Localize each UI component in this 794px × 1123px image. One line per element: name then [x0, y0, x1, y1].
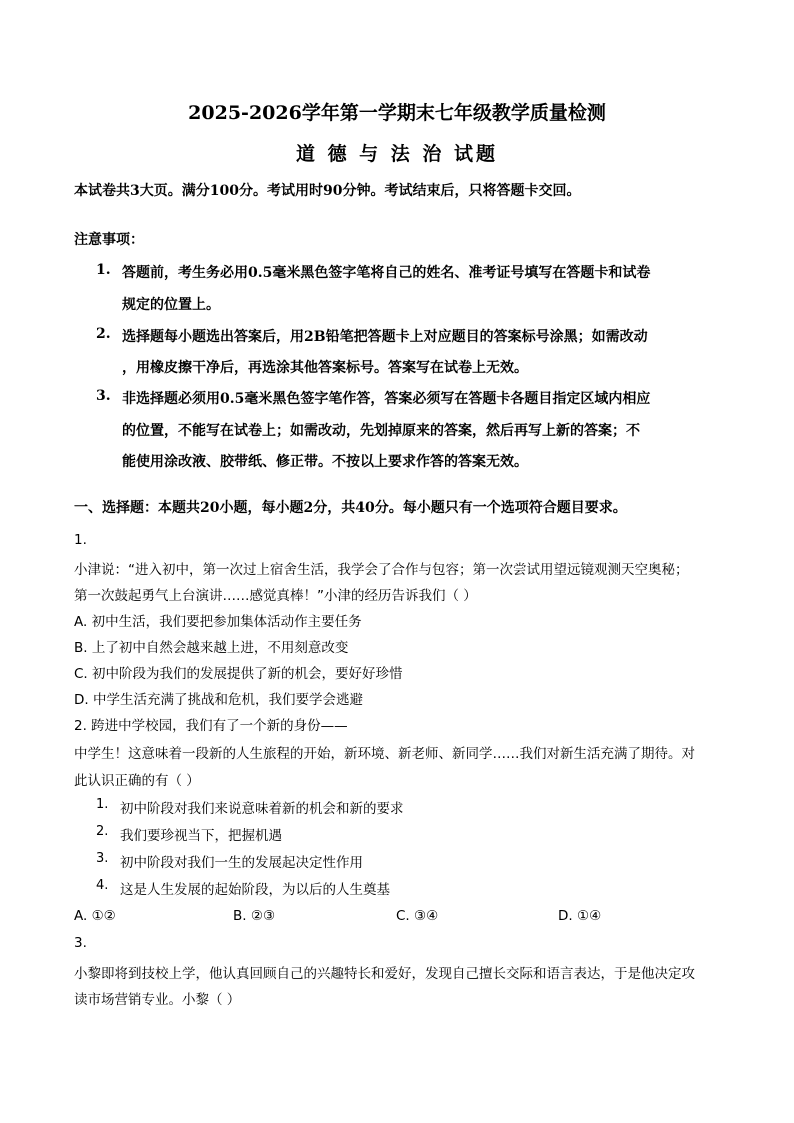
statement-number: 4. [96, 878, 109, 893]
exam-title: 2025-2026学年第一学期末七年级教学质量检测 [188, 102, 606, 124]
question-stem-line: 小黎即将到技校上学，他认真回顾自己的兴趣特长和爱好，发现自己擅长交际和语言表达，于是他决定攻 [74, 966, 695, 982]
statement-number: 2. [96, 824, 109, 839]
note-line: 规定的位置上。 [122, 297, 220, 313]
note-number: 1. [96, 262, 111, 278]
question-stem-line: 2. 跨进中学校园，我们有了一个新的身份—— [74, 718, 348, 734]
answer-option: A. ①② [74, 908, 116, 924]
note-line: 选择题每小题选出答案后，用2B铅笔把答题卡上对应题目的答案标号涂黑；如需改动 [122, 329, 648, 345]
note-line: ，用橡皮擦干净后，再选涂其他答案标号。答案写在试卷上无效。 [122, 360, 528, 376]
note-line: 答题前，考生务必用0.5毫米黑色签字笔将自己的姓名、准考证号填写在答题卡和试卷 [122, 265, 651, 281]
answer-option: D. ①④ [558, 908, 602, 924]
question-stem-line: 此认识正确的有（ ） [74, 773, 200, 789]
answer-option: A. 初中生活，我们要把参加集体活动作主要任务 [74, 614, 362, 630]
note-line: 非选择题必须用0.5毫米黑色签字笔作答，答案必须写在答题卡各题目指定区域内相应 [122, 391, 651, 407]
notes-heading: 注意事项： [74, 232, 144, 248]
section-heading: 一、选择题：本题共20小题，每小题2分，共40分。每小题只有一个选项符合题目要求。 [74, 500, 627, 516]
answer-option: B. 上了初中自然会越来越上进，不用刻意改变 [74, 640, 349, 656]
statement-text: 初中阶段对我们来说意味着新的机会和新的要求 [120, 801, 404, 817]
question-stem-line: 小津说：“进入初中，第一次过上宿舍生活，我学会了合作与包容；第一次尝试用望远镜观测天空奥秘； [74, 562, 689, 578]
note-number: 2. [96, 326, 111, 342]
answer-option: B. ②③ [233, 908, 276, 924]
statement-text: 我们要珍视当下，把握机遇 [120, 828, 282, 844]
question-number: 3. [74, 935, 87, 951]
question-stem-line: 第一次鼓起勇气上台演讲……感觉真棒！”小津的经历告诉我们（ ） [74, 588, 477, 604]
statement-text: 初中阶段对我们一生的发展起决定性作用 [120, 855, 363, 871]
statement-text: 这是人生发展的起始阶段，为以后的人生奠基 [120, 882, 390, 898]
answer-option: C. ③④ [396, 908, 439, 924]
question-stem-line: 读市场营销专业。小黎（ ） [74, 992, 241, 1008]
question-number: 1. [74, 532, 87, 548]
exam-intro: 本试卷共3大页。满分100分。考试用时90分钟。考试结束后，只将答题卡交回。 [74, 183, 581, 199]
answer-option: D. 中学生活充满了挑战和危机，我们要学会逃避 [74, 692, 363, 708]
note-line: 能使用涂改液、胶带纸、修正带。不按以上要求作答的答案无效。 [122, 454, 528, 470]
answer-option: C. 初中阶段为我们的发展提供了新的机会，要好好珍惜 [74, 666, 403, 682]
statement-number: 3. [96, 851, 109, 866]
question-stem-line: 中学生！这意味着一段新的人生旅程的开始，新环境、新老师、新同学……我们对新生活充满了期待。对 [74, 746, 695, 762]
exam-subtitle: 道 德 与 法 治 试题 [295, 143, 499, 165]
statement-number: 1. [96, 797, 109, 812]
note-line: 的位置，不能写在试卷上；如需改动，先划掉原来的答案，然后再写上新的答案；不 [122, 423, 640, 439]
note-number: 3. [96, 388, 111, 404]
